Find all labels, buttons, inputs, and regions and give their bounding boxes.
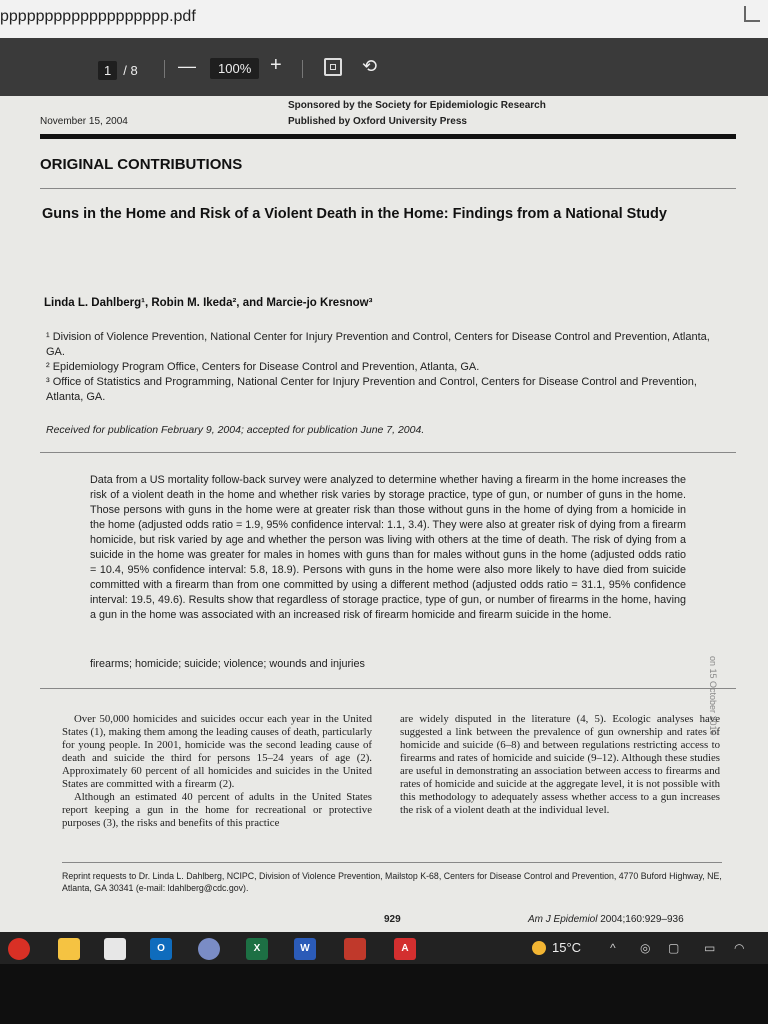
article-title: Guns in the Home and Risk of a Violent Death in the Home: Findings from a National Study (42, 206, 667, 222)
sun-icon (532, 941, 546, 955)
affiliation-item: ³ Office of Statistics and Programming, National Center for Injury Prevention and Control, Centers for Disease Control and Prevention, Atlanta, GA. (46, 376, 697, 403)
header-rule (40, 134, 736, 139)
body-paragraph: Although an estimated 40 percent of adults in the United States report keeping a gun in the home for recreational or protective purposes (3), the risks and benefits of this practice (62, 791, 372, 829)
abstract: Data from a US mortality follow-back survey were analyzed to determine whether having a firearm in the home increases the risk of a violent death in the home and whether risk varies by storage practice, type of gun, or number of guns in the home. Those persons with guns in the home were at greater risk than those without guns in the home of dying from a homicide in the home (adjusted odds ratio = 1.9, 95% confidence interval: 1.1, 3.4). They were also at greater risk of dying from a firearm homicide, but risk varied by age and whether the person was living with others at the time of death. The risk of dying from a suicide in the home was greater for males in homes with guns than for males without guns in the home (adjusted odds ratio = 10.4, 95% confidence interval: 5.8, 18.9). Persons with guns in the home were also more likely to have died from suicide committed with a firearm than from one committed by using a different method (adjusted odds ratio = 31.1, 95% confidence interval: 19.5, 49.6). Results show that regardless of storage practice, type of gun, or number of firearms in the home, having a gun in the home was associated with an increased risk of firearm homicide and firearm suicide in the home. (90, 474, 686, 621)
file-title: ppppppppppppppppppp.pdf (0, 8, 196, 25)
excel-icon[interactable]: X (246, 938, 268, 960)
network-icon[interactable]: ▭ (704, 941, 716, 955)
word-icon[interactable]: W (294, 938, 316, 960)
page-number: 929 (384, 914, 401, 925)
wifi-icon[interactable]: ◠ (734, 941, 745, 955)
pdf-page (0, 96, 768, 932)
zoom-level-input[interactable]: 100% (210, 58, 259, 79)
journal-name: Am J Epidemiol (528, 914, 598, 925)
keywords: firearms; homicide; suicide; violence; wounds and injuries (90, 658, 365, 670)
app-icon[interactable] (198, 938, 220, 960)
chrome-icon[interactable] (8, 938, 30, 960)
doc-date: November 15, 2004 (40, 116, 128, 127)
meet-icon[interactable]: ◎ (640, 941, 651, 955)
abstract-rule-bottom (40, 688, 736, 689)
page-indicator (90, 58, 154, 82)
journal-citation (528, 914, 684, 925)
body-column-left (62, 713, 372, 830)
pdf-toolbar (0, 38, 768, 96)
display-icon[interactable]: ▢ (668, 941, 680, 955)
sponsor-line: Sponsored by the Society for Epidemiologic Research (288, 100, 546, 111)
rotate-icon[interactable]: ⟲ (362, 56, 378, 76)
page-number-input[interactable]: 1 (98, 61, 117, 80)
affiliation-item: ² Epidemiology Program Office, Centers for Disease Control and Prevention, Atlanta, GA. (46, 361, 480, 373)
file-explorer-icon[interactable] (58, 938, 80, 960)
authors: Linda L. Dahlberg¹, Robin M. Ikeda², and Marcie-jo Kresnow³ (44, 297, 373, 309)
window-titlebar (0, 0, 768, 38)
toolbar-divider (302, 60, 303, 78)
abstract-rule-top (40, 452, 736, 453)
footnote-rule (62, 862, 722, 863)
weather-widget[interactable] (532, 940, 581, 955)
acrobat-icon[interactable]: A (394, 938, 416, 960)
fit-page-icon[interactable] (324, 58, 342, 76)
body-column-right (400, 713, 720, 817)
affiliation-item: ¹ Division of Violence Prevention, National Center for Injury Prevention and Control, Centers for Disease Control and Prevention, Atlanta, GA. (46, 331, 710, 358)
body-paragraph: Over 50,000 homicides and suicides occur each year in the United States (1), making them among the leading causes of death, particularly for young people. In 2001, homicide was the second leading cause of death and suicide the third for persons 15–24 years of age (2). Approximately 60 percent of all homicides and suicides in the United States are committed with a firearm (2). (62, 713, 372, 790)
journal-ref: 2004;160:929–936 (600, 914, 684, 925)
received-line: Received for publication February 9, 2004; accepted for publication June 7, 2004. (46, 424, 425, 436)
reprint-note: Reprint requests to Dr. Linda L. Dahlberg, NCIPC, Division of Violence Prevention, Mailstop K-68, Centers for Disease Control and Prevention, 4770 Buford Highway, NE, Atlanta, GA 30341 (e-mail: ldahlberg@cdc.gov). (62, 871, 722, 893)
expand-icon[interactable] (744, 6, 760, 22)
body-paragraph: are widely disputed in the literature (4, 5). Ecologic analyses have suggested a link between the prevalence of gun ownership and rates of homicide and suicide (6–8) and between regulations restricting access to firearms and rates of homicide and suicide (9–12). Although these studies are useful in demonstrating an association between access to firearms and rates of homicide and suicide at the aggregate level, it is not possible with this methodology to adequately assess whether access to a gun increases the risk of a violent death at the individual level. (400, 713, 720, 816)
sponsor-block (288, 98, 546, 130)
publisher-line: Published by Oxford University Press (288, 116, 467, 127)
temperature: 15°C (552, 940, 582, 955)
store-icon[interactable] (104, 938, 126, 960)
zoom-in-button[interactable]: + (270, 54, 282, 76)
affiliations (46, 330, 726, 405)
page-total: / 8 (123, 62, 138, 78)
chevron-up-icon[interactable]: ^ (610, 941, 616, 955)
grid-app-icon[interactable] (344, 938, 366, 960)
toolbar-divider (164, 60, 165, 78)
section-rule (40, 188, 736, 189)
os-taskbar (0, 932, 768, 964)
download-watermark: on 15 October 2019 (708, 656, 719, 736)
section-heading: ORIGINAL CONTRIBUTIONS (40, 156, 243, 173)
outlook-icon[interactable]: O (150, 938, 172, 960)
zoom-out-button[interactable]: — (178, 56, 196, 76)
desk-background (0, 964, 768, 1024)
